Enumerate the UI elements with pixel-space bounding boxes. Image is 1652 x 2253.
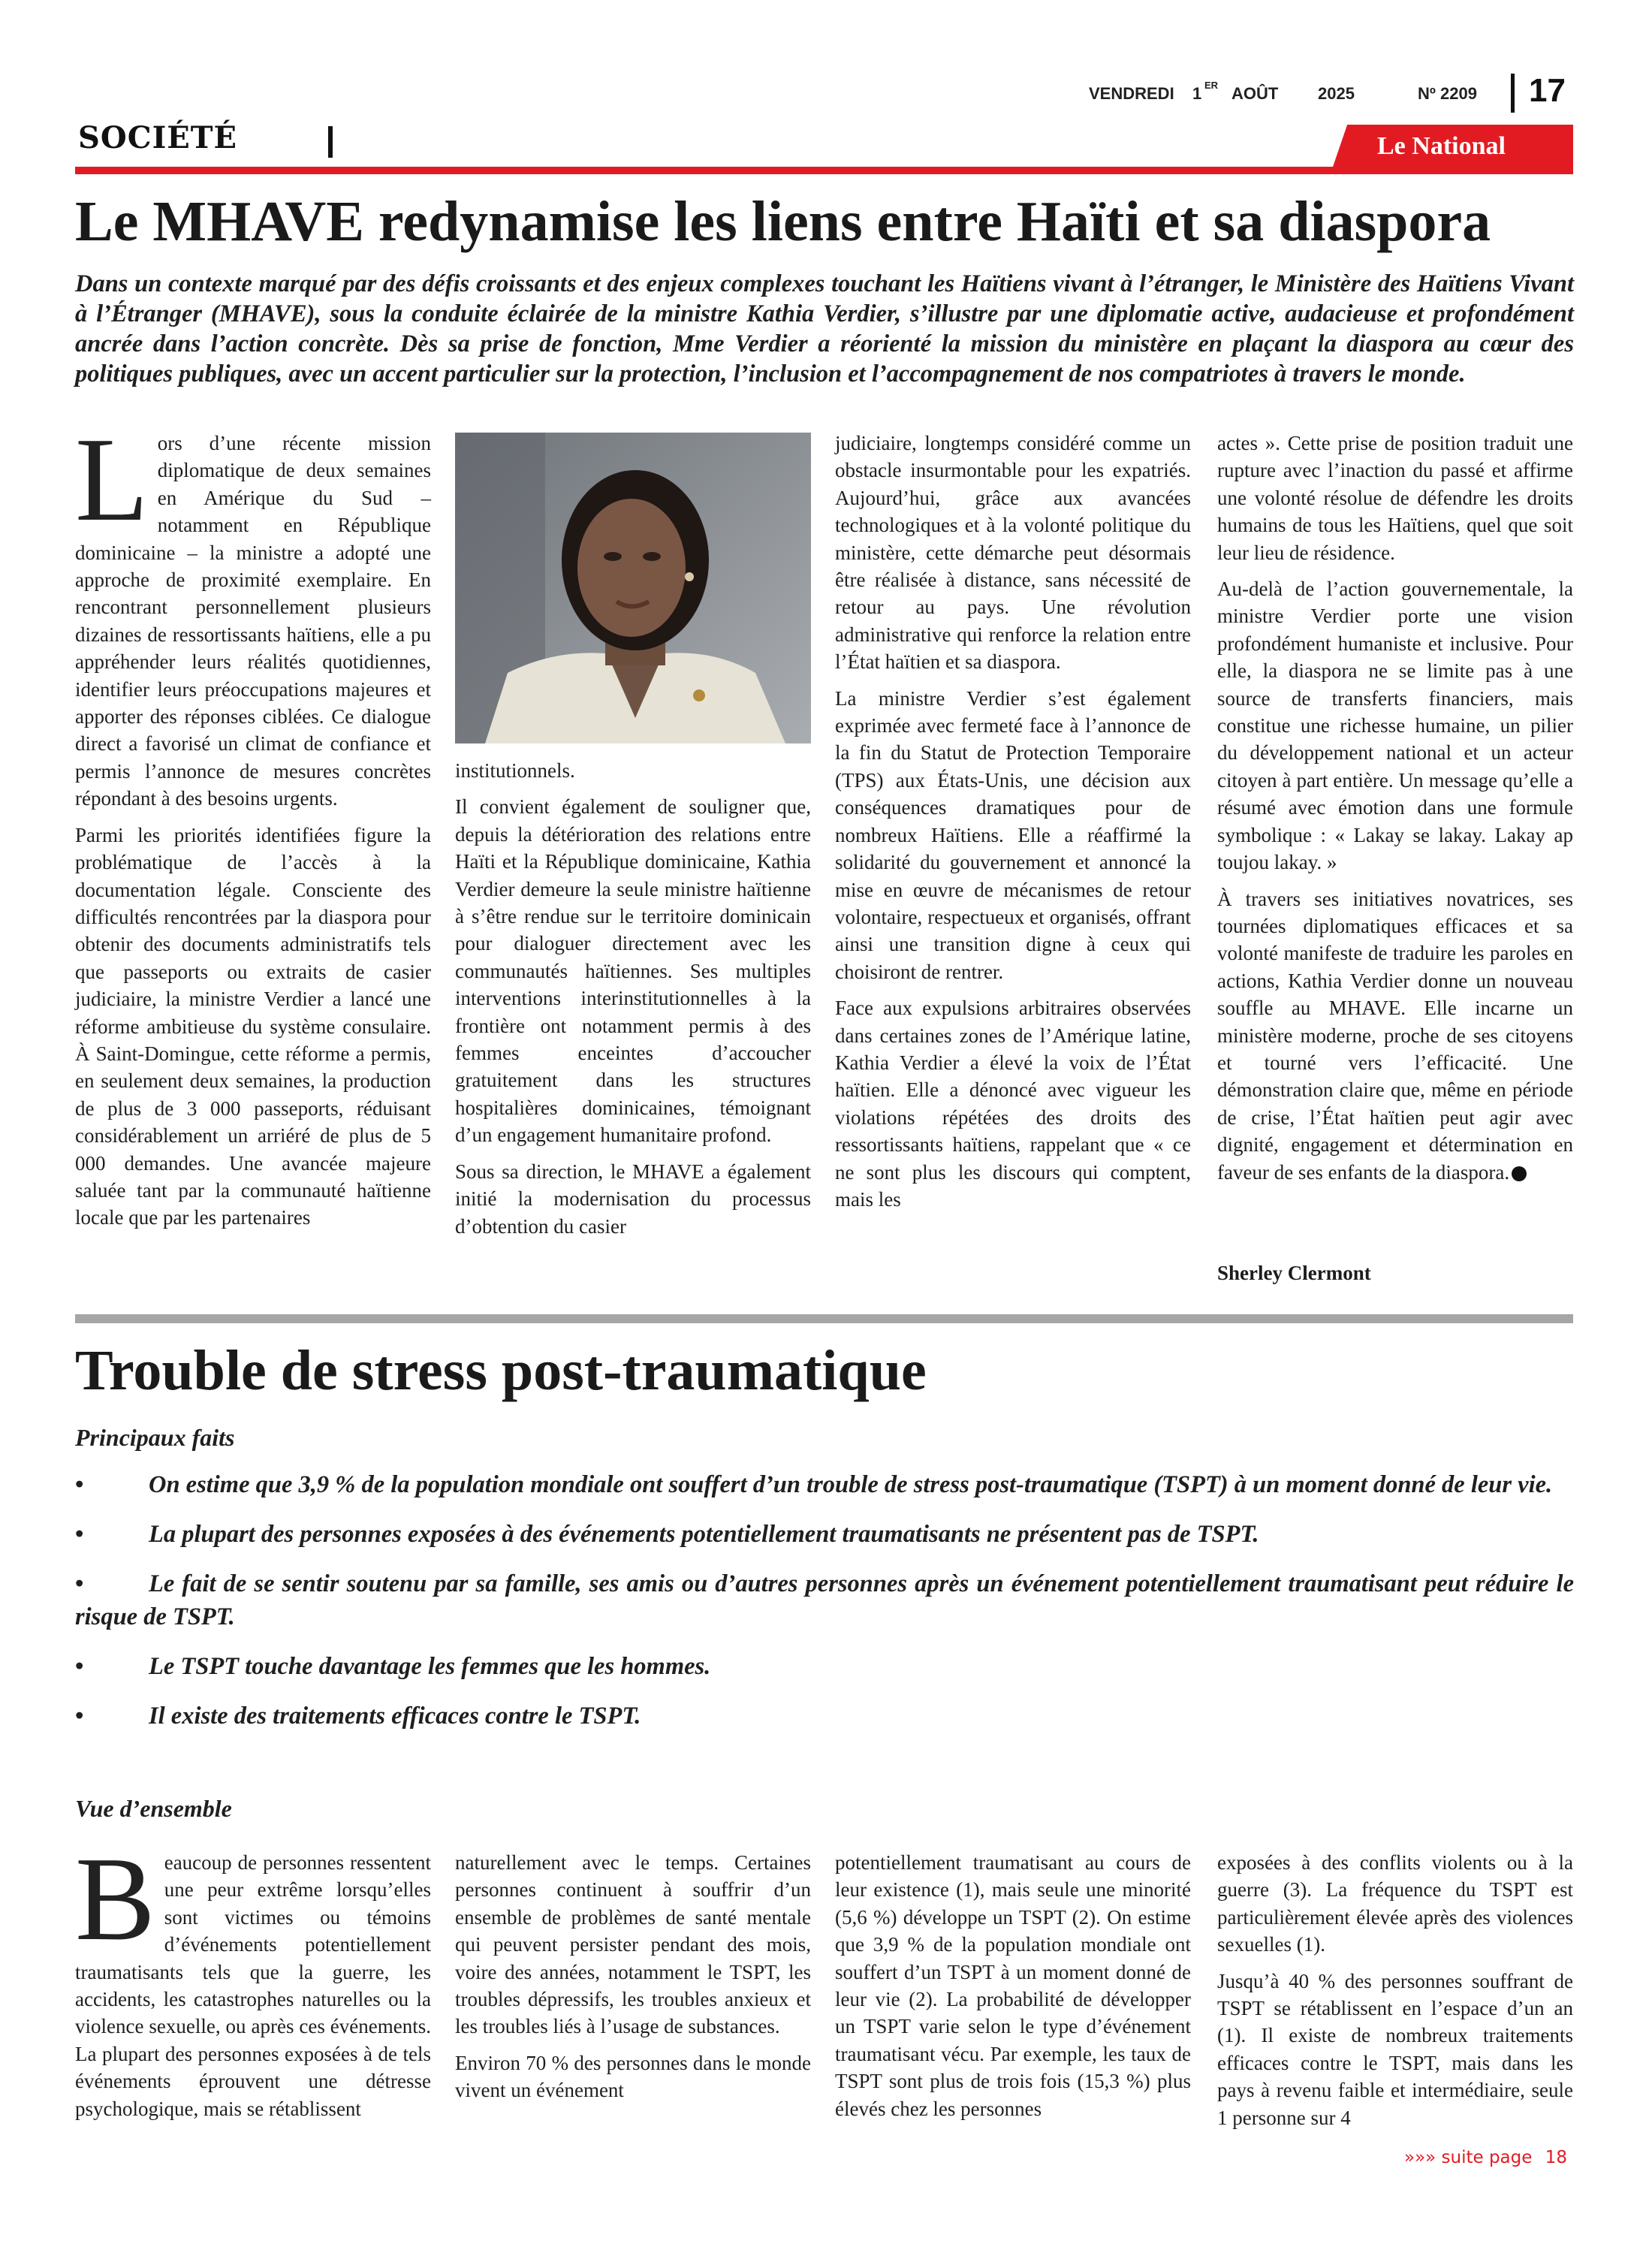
article2-column-3 — [835, 1849, 1191, 2131]
article-separator — [75, 1314, 1573, 1323]
article1-paragraph: ors d’une récente mission diplomatique de deux semaines en Amérique du Sud – notamment en République dominicaine – la ministre a adopté une approche de proximité exemplaire. En rencontrant personnellement plusieurs dizaines de ressortissants haïtiens, elle a pu appréhender leurs réalités quotidiennes, identifier leurs préoccupations majeures et apporter des réponses ciblées. Ce dialogue direct a favorisé un climat de confiance et permis l’annonce de mesures concrètes répondant à des besoins urgents. — [75, 432, 431, 810]
continued-label: suite page — [1441, 2148, 1533, 2167]
facts-heading: Principaux faits — [75, 1424, 235, 1451]
article1-title: Le MHAVE redynamise les liens entre Haïti et sa diaspora — [75, 190, 1491, 253]
header-date-sup: ER — [1204, 80, 1219, 91]
article1-paragraph: Il convient également de souligner que, depuis la détérioration des relations entre Haïti et la République dominicaine, Kathia Verdier demeure la seule ministre haïtienne à s’être rendue sur le territoire dominicain pour dialoguer directement avec les communautés haïtiennes. Ses multiples interventions interinstitutionnelles à la frontière ont notamment permis à des femmes enceintes d’accoucher gratuitement dans les structures hospitalières dominicaines, témoignant d’un engagement humanitaire profond. — [455, 795, 811, 1147]
article1-final-paragraph-text: À travers ses initiatives novatrices, ses tournées diplomatiques efficaces et sa volonté manifeste de traduire les paroles en actions, Kathia Verdier donne un nouveau souffle au MHAVE. Elle incarne un ministère moderne, proche de ses citoyens et tourné vers l’efficacité. Une démonstration claire que, même en période de crise, l’État haïtien peut agir avec dignité, engagement et détermination en faveur de ses enfants de la diaspora. — [1217, 887, 1573, 1184]
list-item-text: La plupart des personnes exposées à des événements potentiellement traumatisants ne présentent pas de TSPT. — [149, 1521, 1259, 1548]
article1-lead: Dans un contexte marqué par des défis croissants et des enjeux complexes touchant les Haïtiens vivant à l’étranger, le Ministère des Haïtiens Vivant à l’Étranger (MHAVE), sous la conduite éclairée de la ministre Kathia Verdier, s’illustre par une diplomatie active, audacieuse et profondément ancrée dans l’action concrète. Dès sa prise de fonction, Mme Verdier a réorienté la mission du ministère en plaçant la diaspora au cœur des politiques publiques, avec un accent particulier sur la protection, l’inclusion et l’accompagnement de nos compatriotes à travers le monde. — [75, 270, 1574, 388]
continued-link[interactable] — [1404, 2148, 1567, 2167]
article2-paragraph: Environ 70 % des personnes dans le monde vivent un événement — [455, 2051, 811, 2102]
article2-title: Trouble de stress post-traumatique — [75, 1339, 927, 1402]
section-divider — [328, 126, 333, 158]
bullet-icon: • — [75, 1703, 84, 1730]
bullet-icon: • — [75, 1570, 84, 1597]
article1-dropcap: L — [75, 412, 149, 546]
header-day: VENDREDI — [1089, 84, 1174, 103]
article1-paragraph: institutionnels. — [455, 759, 575, 782]
header-rule — [75, 167, 1573, 174]
article2-paragraph: exposées à des conflits violents ou à la guerre (3). La fréquence du TSPT est particulièrement élevée après des violences sexuelles (1). — [1217, 1851, 1573, 1956]
article2-column-4 — [1217, 1849, 1573, 2140]
continued-page: 18 — [1545, 2148, 1567, 2167]
bullet-icon: • — [75, 1471, 84, 1498]
list-item — [75, 1468, 1574, 1501]
article1-paragraph: Parmi les priorités identifiées figure la problématique de l’accès à la documentation légale. Consciente des difficultés rencontrées par la diaspora pour obtenir des documents administratifs tels que passeports ou extraits de casier judiciaire, la ministre Verdier a lancé une réforme ambitieuse du système consulaire. À Saint-Domingue, cette réforme a permis, en seulement deux semaines, la production de plus de 3 000 passeports, réduisant considérablement un arriéré de plus de 5 000 demandes. Une avancée majeure saluée tant par la communauté haïtienne locale que par les partenaires — [75, 823, 431, 1229]
list-item — [75, 1518, 1574, 1551]
article1-column-2 — [455, 757, 811, 1249]
article2-paragraph: eaucoup de personnes ressentent une peur extrême lorsqu’elles sont victimes ou témoins d’événements potentiellement traumatisants tels que la guerre, les accidents, les catastrophes naturelles ou la violence sexuelle, ou après ces événements. La plupart des personnes exposées à de tels événements éprouvent une détresse psychologique, mais se rétablissent — [75, 1851, 431, 2120]
article1-paragraph: Sous sa direction, le MHAVE a également initié la modernisation du processus d’obtention du casier — [455, 1160, 811, 1238]
article1-column-1 — [75, 412, 431, 1241]
list-item-text: Le fait de se sentir soutenu par sa famille, ses amis ou d’autres personnes après un événement potentiellement traumatisant peut réduire le risque de TSPT. — [75, 1570, 1574, 1630]
bullet-icon: • — [75, 1521, 84, 1548]
article1-paragraph: actes ». Cette prise de position traduit une rupture avec l’inaction du passé et affirme une volonté résolue de défendre les droits humains de tous les Haïtiens, quel que soit leur lieu de résidence. — [1217, 432, 1573, 564]
section-label: SOCIÉTÉ — [78, 120, 238, 155]
header-date-num: 1 — [1192, 84, 1202, 103]
article1-author: Sherley Clermont — [1217, 1262, 1371, 1284]
list-item-text: Le TSPT touche davantage les femmes que les hommes. — [149, 1653, 711, 1680]
list-item-text: On estime que 3,9 % de la population mondiale ont souffert d’un trouble de stress post-traumatique (TSPT) à un moment donné de leur vie. — [149, 1471, 1553, 1498]
list-item — [75, 1650, 1574, 1683]
article1-paragraph: La ministre Verdier s’est également exprimée avec fermeté face à l’annonce de la fin du Statut de Protection Temporaire (TPS) aux États-Unis, une décision aux conséquences dramatiques pour de nombreux Haïtiens. Elle a réaffirmé la solidarité du gouvernement et annoncé la mise en œuvre de mécanismes de retour volontaire, respectueux et organisés, offrant ainsi une transition digne à ceux qui choisiront de rentrer. — [835, 686, 1191, 983]
article1-paragraph — [1217, 885, 1573, 1186]
list-item — [75, 1700, 1574, 1733]
article2-paragraph: naturellement avec le temps. Certaines personnes continuent à souffrir d’un ensemble de problèmes de santé mentale qui peuvent persister pendant des mois, voire des années, notamment le TSPT, les troubles dépressifs, les troubles anxieux et les troubles liés à l’usage de substances. — [455, 1851, 811, 2038]
minister-photo — [455, 433, 811, 743]
end-mark-icon — [1512, 1166, 1527, 1181]
page-number: 17 — [1529, 72, 1566, 109]
article2-column-1 — [75, 1832, 431, 2131]
header-year: 2025 — [1318, 84, 1355, 103]
article2-paragraph: Jusqu’à 40 % des personnes souffrant de TSPT se rétablissent en l’espace d’un an (1). Il existe de nombreux traitements efficaces contre le TSPT, mais dans les pays à revenu faible et intermédiaire, seule 1 personne sur 4 — [1217, 1969, 1573, 2129]
list-item — [75, 1567, 1574, 1633]
article1-paragraph: judiciaire, longtemps considéré comme un obstacle insurmontable pour les expatriés. Aujourd’hui, grâce aux avancées technologiques et à la volonté politique du ministère, cette démarche peut désormais être réalisée à distance, sans nécessité de retour au pays. Une révolution administrative qui renforce la relation entre l’État haïtien et sa diaspora. — [835, 432, 1191, 674]
header-date-issue — [976, 74, 1502, 111]
facts-list — [75, 1468, 1574, 1749]
page-number-divider — [1511, 74, 1515, 113]
header-month: AOÛT — [1231, 84, 1279, 103]
header-issue: Nº 2209 — [1418, 84, 1477, 103]
article2-column-2 — [455, 1849, 811, 2113]
article1-column-4 — [1217, 430, 1573, 1195]
article2-dropcap: B — [75, 1832, 155, 1965]
brand-name: Le National — [1377, 132, 1506, 160]
overview-heading: Vue d’ensemble — [75, 1795, 232, 1822]
article1-paragraph: Face aux expulsions arbitraires observées dans certaines zones de l’Amérique latine, Kathia Verdier a élevé la voix de l’État haïtien. Elle a dénoncé avec vigueur les violations répétées des droits des ressortissants haïtiens, rappelant que « ce ne sont plus les discours qui comptent, mais les — [835, 997, 1191, 1211]
article1-column-3 — [835, 430, 1191, 1222]
bullet-icon: • — [75, 1653, 84, 1680]
minister-portrait-illustration — [455, 433, 811, 743]
article1-paragraph: Au-delà de l’action gouvernementale, la ministre Verdier porte une vision profondément humaniste et inclusive. Pour elle, la diaspora ne se limite pas à une source de transferts financiers, mais constitue une richesse humaine, un pilier du développement national et un acteur citoyen à part entière. Un message qu’elle a résumé avec émotion dans une formule symbolique : « Lakay se lakay. Lakay ap toujou lakay. » — [1217, 578, 1573, 874]
list-item-text: Il existe des traitements efficaces contre le TSPT. — [149, 1703, 641, 1730]
continued-arrows: »»» — [1404, 2148, 1436, 2167]
article2-paragraph: potentiellement traumatisant au cours de leur existence (1), mais seule une minorité (5,6 %) développe un TSPT (2). On estime que 3,9 % de la population mondiale ont souffert d’un TSPT à un moment donné de leur vie (2). La probabilité de développer un TSPT varie selon le type d’événement traumatisant vécu. Par exemple, les taux de TSPT sont plus de trois fois (15,3 %) plus élevés chez les personnes — [835, 1851, 1191, 2120]
